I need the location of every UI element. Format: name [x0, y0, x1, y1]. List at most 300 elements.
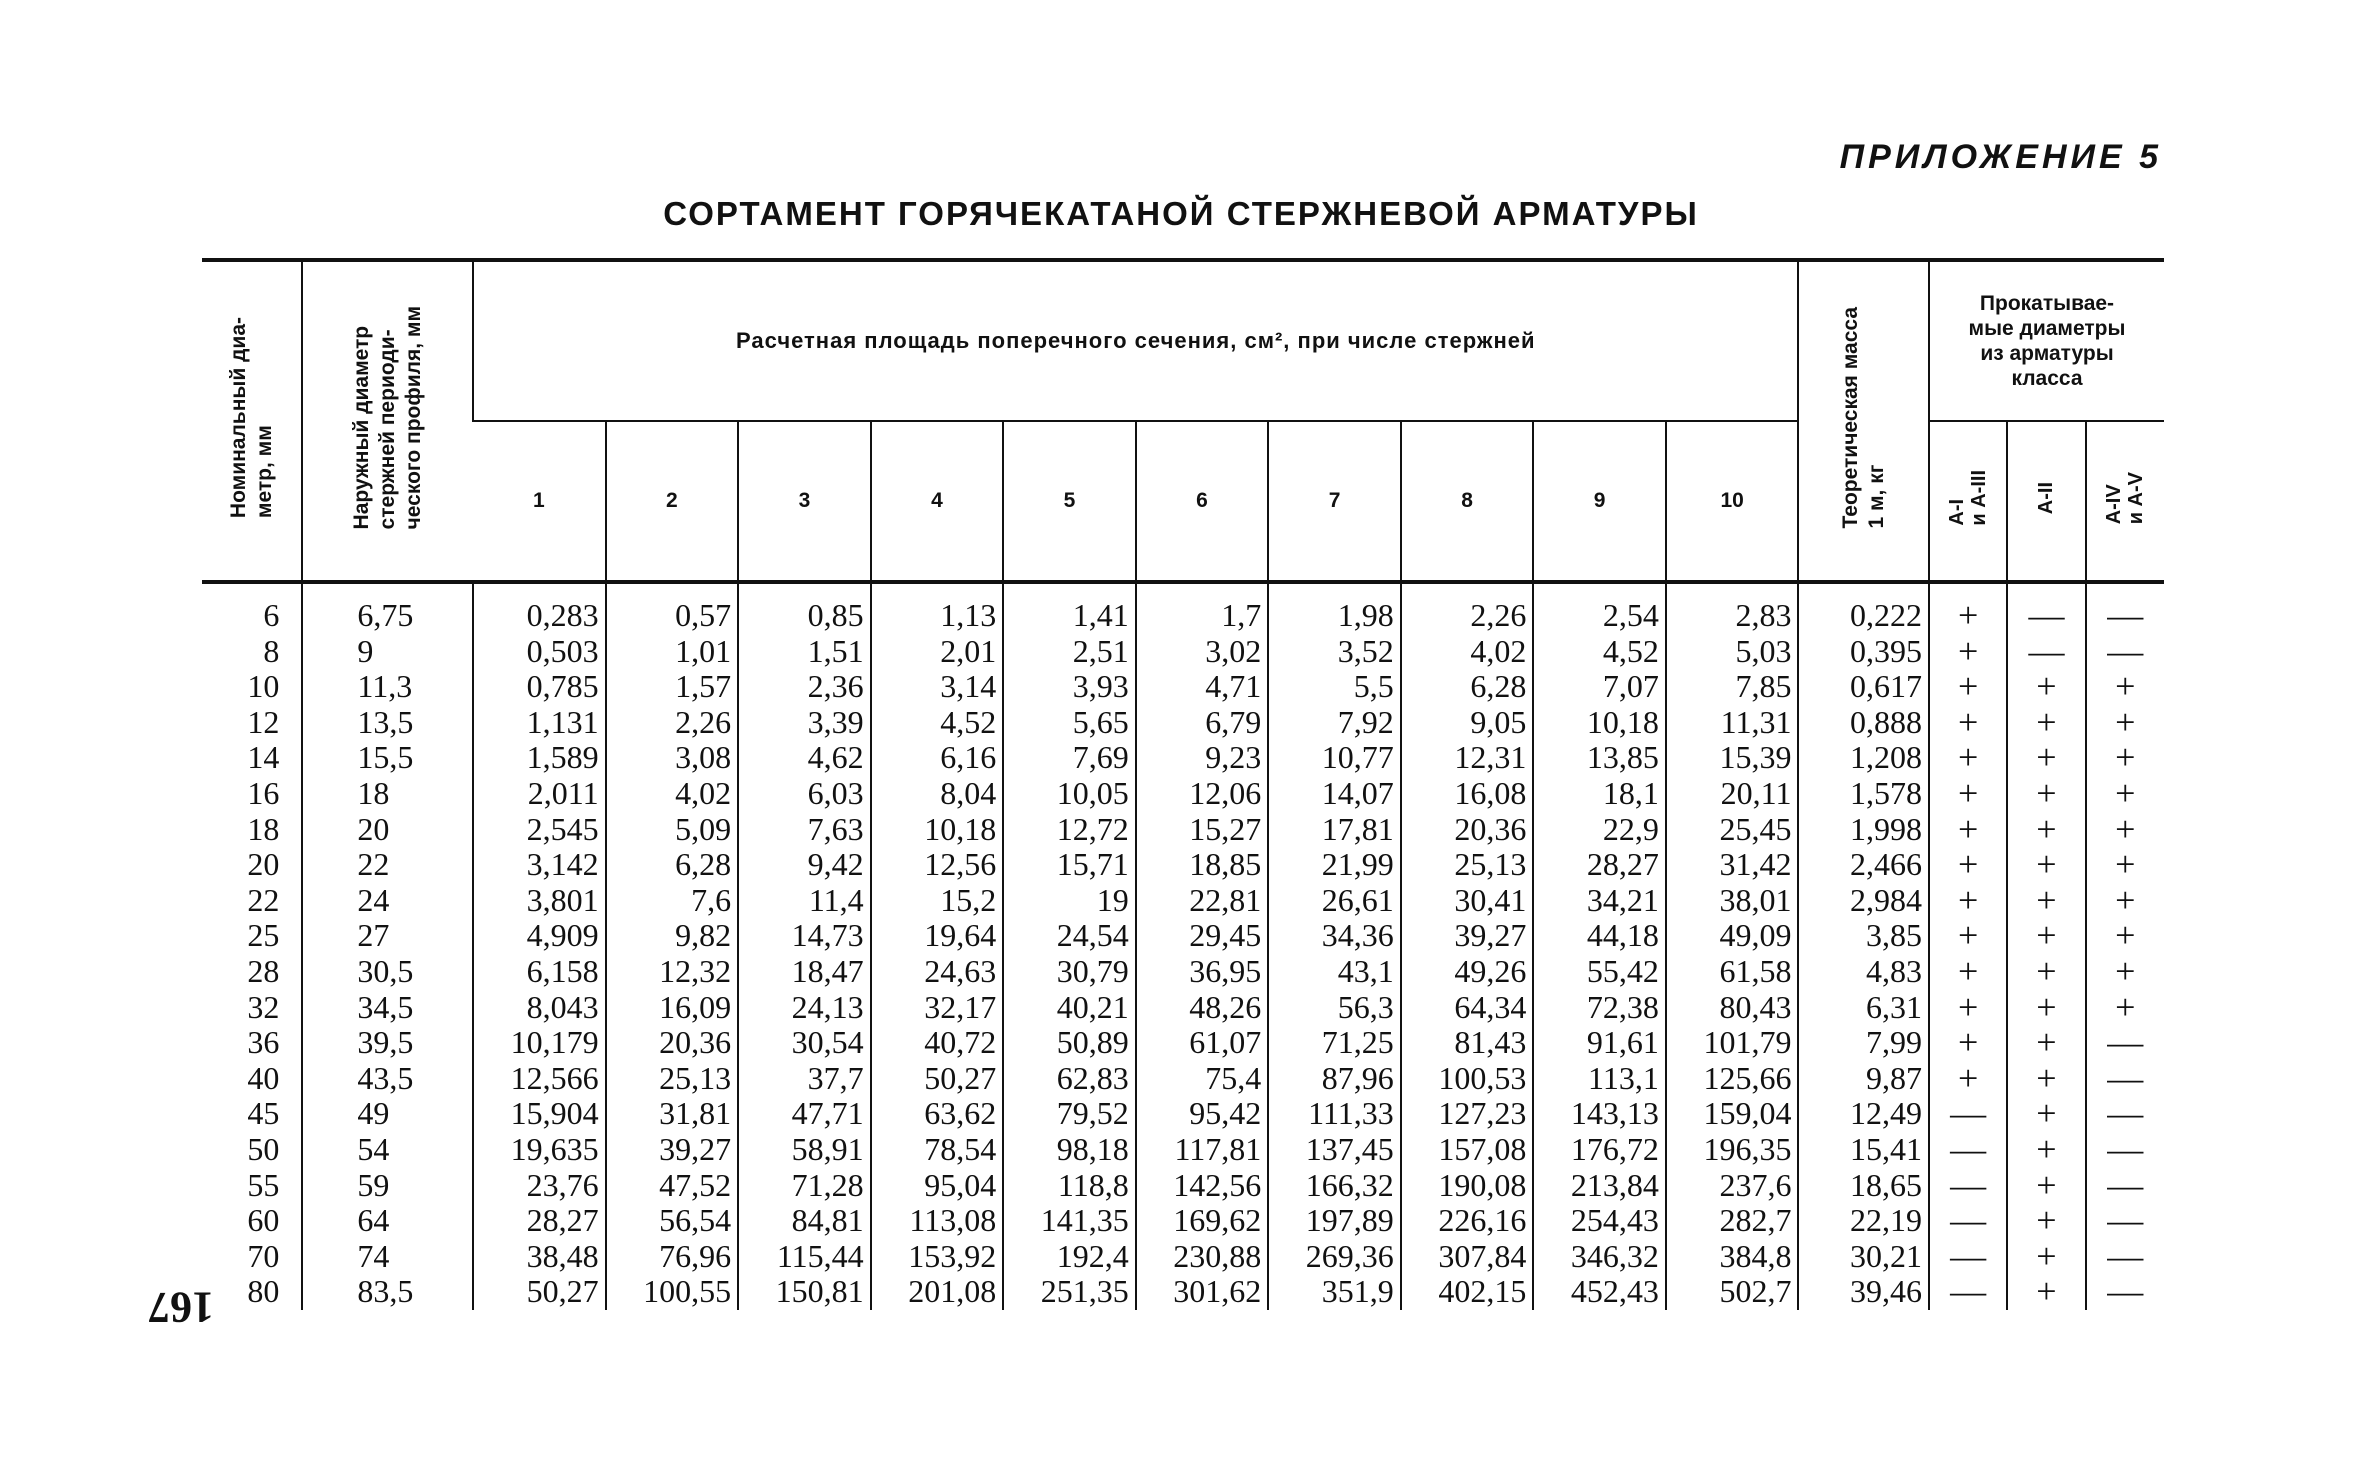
area-cell: 44,18	[1533, 918, 1666, 954]
class-availability-mark: +	[2007, 1132, 2085, 1168]
class-availability-mark: —	[2086, 1025, 2164, 1061]
table-row	[202, 990, 2164, 1026]
table-row	[202, 883, 2164, 919]
area-cell: 23,76	[473, 1168, 606, 1204]
outer-diameter-cell: 22	[302, 847, 473, 883]
area-cell: 28,27	[1533, 847, 1666, 883]
area-cell: 7,63	[738, 812, 871, 848]
area-cell: 24,63	[871, 954, 1004, 990]
area-cell: 226,16	[1401, 1203, 1534, 1239]
outer-diameter-cell: 59	[302, 1168, 473, 1204]
area-cell: 84,81	[738, 1203, 871, 1239]
area-cell: 7,07	[1533, 669, 1666, 705]
area-cell: 61,58	[1666, 954, 1799, 990]
area-cell: 0,503	[473, 634, 606, 670]
class-availability-mark: +	[1929, 812, 2007, 848]
class-availability-mark: —	[2086, 1239, 2164, 1275]
class-availability-mark: +	[2007, 1274, 2085, 1310]
area-cell: 251,35	[1003, 1274, 1136, 1310]
nominal-diameter-cell: 45	[247, 1095, 280, 1132]
outer-diameter-cell: 15,5	[302, 740, 473, 776]
area-cell: 24,54	[1003, 918, 1136, 954]
outer-diameter-cell: 64	[302, 1203, 473, 1239]
area-cell: 196,35	[1666, 1132, 1799, 1168]
header-count-4: 4	[871, 421, 1004, 582]
area-cell: 47,52	[606, 1168, 739, 1204]
nominal-diameter-cell: 36	[247, 1024, 280, 1061]
area-cell: 18,1	[1533, 776, 1666, 812]
nominal-diameter-cell: 55	[247, 1166, 280, 1203]
nominal-diameter-cell: 28	[247, 952, 280, 989]
nominal-diameter-cell: 80	[247, 1273, 280, 1310]
area-cell: 9,23	[1136, 740, 1269, 776]
header-count-10: 10	[1666, 421, 1799, 582]
area-cell: 141,35	[1003, 1203, 1136, 1239]
area-cell: 7,69	[1003, 740, 1136, 776]
table-header	[202, 260, 2164, 582]
area-cell: 9,05	[1401, 705, 1534, 741]
area-cell: 36,95	[1136, 954, 1269, 990]
mass-cell: 1,998	[1798, 812, 1929, 848]
mass-cell: 2,984	[1798, 883, 1929, 919]
class-availability-mark: —	[1929, 1168, 2007, 1204]
area-cell: 1,589	[473, 740, 606, 776]
nominal-diameter-cell: 10	[247, 668, 280, 705]
class-availability-mark: —	[1929, 1203, 2007, 1239]
area-cell: 24,13	[738, 990, 871, 1026]
area-cell: 101,79	[1666, 1025, 1799, 1061]
area-cell: 237,6	[1666, 1168, 1799, 1204]
mass-cell: 18,65	[1798, 1168, 1929, 1204]
area-cell: 1,57	[606, 669, 739, 705]
area-cell: 15,904	[473, 1096, 606, 1132]
area-cell: 213,84	[1533, 1168, 1666, 1204]
class-availability-mark: +	[2007, 705, 2085, 741]
nominal-diameter-cell: 60	[247, 1202, 280, 1239]
area-cell: 20,36	[1401, 812, 1534, 848]
area-cell: 197,89	[1268, 1203, 1401, 1239]
class-availability-mark: +	[2007, 883, 2085, 919]
area-cell: 8,04	[871, 776, 1004, 812]
outer-diameter-cell: 24	[302, 883, 473, 919]
table-row	[202, 1239, 2164, 1275]
table-row	[202, 582, 2164, 634]
table-row	[202, 776, 2164, 812]
area-cell: 166,32	[1268, 1168, 1401, 1204]
class-availability-mark: +	[2086, 776, 2164, 812]
nominal-diameter-cell: 40	[247, 1059, 280, 1096]
area-cell: 190,08	[1401, 1168, 1534, 1204]
nominal-diameter-cell: 12	[247, 703, 280, 740]
class-availability-mark: —	[2086, 1203, 2164, 1239]
area-cell: 75,4	[1136, 1061, 1269, 1097]
header-count-7: 7	[1268, 421, 1401, 582]
area-cell: 14,73	[738, 918, 871, 954]
table-row	[202, 954, 2164, 990]
area-cell: 3,801	[473, 883, 606, 919]
mass-cell: 39,46	[1798, 1274, 1929, 1310]
area-cell: 17,81	[1268, 812, 1401, 848]
area-cell: 502,7	[1666, 1274, 1799, 1310]
area-cell: 12,32	[606, 954, 739, 990]
area-cell: 15,2	[871, 883, 1004, 919]
class-availability-mark: +	[2086, 883, 2164, 919]
area-cell: 169,62	[1136, 1203, 1269, 1239]
area-cell: 19,635	[473, 1132, 606, 1168]
nominal-diameter-cell: 32	[247, 988, 280, 1025]
class-availability-mark: +	[2007, 990, 2085, 1026]
class-availability-mark: —	[2086, 1061, 2164, 1097]
nominal-diameter-cell: 25	[247, 917, 280, 954]
class-availability-mark: —	[2086, 1274, 2164, 1310]
area-cell: 13,85	[1533, 740, 1666, 776]
area-cell: 153,92	[871, 1239, 1004, 1275]
class-availability-mark: +	[2086, 740, 2164, 776]
area-cell: 4,71	[1136, 669, 1269, 705]
area-cell: 15,27	[1136, 812, 1269, 848]
class-availability-mark: +	[2007, 740, 2085, 776]
table-row	[202, 1132, 2164, 1168]
area-cell: 100,53	[1401, 1061, 1534, 1097]
outer-diameter-cell: 6,75	[302, 582, 473, 634]
class-availability-mark: —	[2086, 582, 2164, 634]
class-availability-mark: +	[2007, 918, 2085, 954]
class-availability-mark: +	[1929, 669, 2007, 705]
mass-cell: 9,87	[1798, 1061, 1929, 1097]
mass-cell: 0,222	[1798, 582, 1929, 634]
area-cell: 25,45	[1666, 812, 1799, 848]
area-cell: 10,18	[1533, 705, 1666, 741]
area-cell: 2,54	[1533, 582, 1666, 634]
area-cell: 2,83	[1666, 582, 1799, 634]
area-cell: 28,27	[473, 1203, 606, 1239]
area-cell: 150,81	[738, 1274, 871, 1310]
table-row	[202, 634, 2164, 670]
class-availability-mark: +	[2007, 847, 2085, 883]
area-cell: 301,62	[1136, 1274, 1269, 1310]
class-availability-mark: +	[2007, 1203, 2085, 1239]
area-cell: 34,36	[1268, 918, 1401, 954]
class-availability-mark: —	[2007, 634, 2085, 670]
nominal-diameter-cell: 22	[247, 881, 280, 918]
class-availability-mark: +	[1929, 954, 2007, 990]
class-availability-mark: +	[1929, 1061, 2007, 1097]
area-cell: 10,18	[871, 812, 1004, 848]
area-cell: 32,17	[871, 990, 1004, 1026]
area-cell: 0,283	[473, 582, 606, 634]
area-cell: 137,45	[1268, 1132, 1401, 1168]
header-count-1: 1	[473, 421, 606, 582]
area-cell: 91,61	[1533, 1025, 1666, 1061]
area-cell: 10,05	[1003, 776, 1136, 812]
area-cell: 4,52	[1533, 634, 1666, 670]
area-cell: 0,57	[606, 582, 739, 634]
area-cell: 2,26	[606, 705, 739, 741]
table-row	[202, 705, 2164, 741]
area-cell: 11,4	[738, 883, 871, 919]
area-cell: 62,83	[1003, 1061, 1136, 1097]
area-cell: 201,08	[871, 1274, 1004, 1310]
area-cell: 8,043	[473, 990, 606, 1026]
area-cell: 9,42	[738, 847, 871, 883]
mass-cell: 30,21	[1798, 1239, 1929, 1275]
class-availability-mark: +	[2007, 776, 2085, 812]
class-availability-mark: +	[2007, 1168, 2085, 1204]
area-cell: 269,36	[1268, 1239, 1401, 1275]
nominal-diameter-cell: 20	[247, 846, 280, 883]
area-cell: 384,8	[1666, 1239, 1799, 1275]
document-title: СОРТАМЕНТ ГОРЯЧЕКАТАНОЙ СТЕРЖНЕВОЙ АРМАТУРЫ	[663, 195, 1699, 232]
nominal-diameter-cell: 8	[263, 632, 280, 669]
header-class-a2: А-II	[2007, 421, 2085, 582]
area-cell: 230,88	[1136, 1239, 1269, 1275]
area-cell: 15,39	[1666, 740, 1799, 776]
class-availability-mark: +	[2086, 705, 2164, 741]
area-cell: 49,09	[1666, 918, 1799, 954]
class-availability-mark: —	[1929, 1239, 2007, 1275]
area-cell: 55,42	[1533, 954, 1666, 990]
area-cell: 31,42	[1666, 847, 1799, 883]
area-cell: 111,33	[1268, 1096, 1401, 1132]
area-cell: 19	[1003, 883, 1136, 919]
class-availability-mark: —	[2086, 1096, 2164, 1132]
area-cell: 3,93	[1003, 669, 1136, 705]
class-availability-mark: +	[1929, 634, 2007, 670]
class-availability-mark: +	[1929, 705, 2007, 741]
class-availability-mark: +	[1929, 918, 2007, 954]
appendix-label: ПРИЛОЖЕНИЕ 5	[1839, 138, 2162, 176]
area-cell: 4,909	[473, 918, 606, 954]
area-cell: 12,566	[473, 1061, 606, 1097]
area-cell: 81,43	[1401, 1025, 1534, 1061]
class-availability-mark: +	[2007, 954, 2085, 990]
header-outer-diameter: Наружный диаметр стержней периоди- ческого профиля, мм	[302, 260, 473, 582]
area-cell: 95,04	[871, 1168, 1004, 1204]
nominal-diameter-cell: 18	[247, 810, 280, 847]
area-cell: 127,23	[1401, 1096, 1534, 1132]
area-cell: 25,13	[1401, 847, 1534, 883]
class-availability-mark: +	[2086, 847, 2164, 883]
mass-cell: 1,208	[1798, 740, 1929, 776]
area-cell: 9,82	[606, 918, 739, 954]
outer-diameter-cell: 18	[302, 776, 473, 812]
area-cell: 6,16	[871, 740, 1004, 776]
header-count-6: 6	[1136, 421, 1269, 582]
area-cell: 2,011	[473, 776, 606, 812]
area-cell: 79,52	[1003, 1096, 1136, 1132]
area-cell: 1,131	[473, 705, 606, 741]
area-cell: 31,81	[606, 1096, 739, 1132]
class-availability-mark: +	[2086, 954, 2164, 990]
area-cell: 12,06	[1136, 776, 1269, 812]
area-cell: 346,32	[1533, 1239, 1666, 1275]
rebar-assortment-table	[202, 258, 2164, 1310]
area-cell: 192,4	[1003, 1239, 1136, 1275]
area-cell: 1,98	[1268, 582, 1401, 634]
area-cell: 7,6	[606, 883, 739, 919]
area-cell: 71,28	[738, 1168, 871, 1204]
nominal-diameter-cell: 70	[247, 1237, 280, 1274]
area-cell: 47,71	[738, 1096, 871, 1132]
header-count-8: 8	[1401, 421, 1534, 582]
area-cell: 125,66	[1666, 1061, 1799, 1097]
area-cell: 49,26	[1401, 954, 1534, 990]
area-cell: 2,36	[738, 669, 871, 705]
area-cell: 48,26	[1136, 990, 1269, 1026]
mass-cell: 0,395	[1798, 634, 1929, 670]
outer-diameter-cell: 83,5	[302, 1274, 473, 1310]
area-cell: 63,62	[871, 1096, 1004, 1132]
area-cell: 6,03	[738, 776, 871, 812]
area-cell: 16,08	[1401, 776, 1534, 812]
mass-cell: 0,617	[1798, 669, 1929, 705]
area-cell: 10,179	[473, 1025, 606, 1061]
area-cell: 11,31	[1666, 705, 1799, 741]
table-row	[202, 669, 2164, 705]
table-row	[202, 918, 2164, 954]
class-availability-mark: —	[2086, 1168, 2164, 1204]
area-cell: 76,96	[606, 1239, 739, 1275]
class-availability-mark: —	[2086, 634, 2164, 670]
area-cell: 1,51	[738, 634, 871, 670]
class-availability-mark: +	[2086, 990, 2164, 1026]
mass-cell: 6,31	[1798, 990, 1929, 1026]
table-row	[202, 847, 2164, 883]
table-body	[202, 582, 2164, 1310]
class-availability-mark: +	[1929, 883, 2007, 919]
area-cell: 34,21	[1533, 883, 1666, 919]
area-cell: 25,13	[606, 1061, 739, 1097]
class-availability-mark: +	[1929, 776, 2007, 812]
header-theoretical-mass: Теоретическая масса 1 м, кг	[1798, 260, 1929, 582]
area-cell: 50,27	[473, 1274, 606, 1310]
class-availability-mark: +	[2007, 812, 2085, 848]
area-cell: 254,43	[1533, 1203, 1666, 1239]
area-cell: 38,01	[1666, 883, 1799, 919]
area-cell: 4,62	[738, 740, 871, 776]
area-cell: 5,03	[1666, 634, 1799, 670]
mass-cell: 12,49	[1798, 1096, 1929, 1132]
table-row	[202, 1096, 2164, 1132]
nominal-diameter-cell: 6	[263, 597, 280, 633]
class-availability-mark: +	[2007, 1025, 2085, 1061]
table-row	[202, 1274, 2164, 1310]
area-cell: 18,47	[738, 954, 871, 990]
header-rolled-diameters-class: Прокатывае- мые диаметры из арматуры класса	[1929, 260, 2164, 421]
area-cell: 15,71	[1003, 847, 1136, 883]
class-availability-mark: —	[2086, 1132, 2164, 1168]
class-availability-mark: +	[2007, 669, 2085, 705]
area-cell: 4,52	[871, 705, 1004, 741]
mass-cell: 1,578	[1798, 776, 1929, 812]
area-cell: 98,18	[1003, 1132, 1136, 1168]
area-cell: 5,5	[1268, 669, 1401, 705]
outer-diameter-cell: 13,5	[302, 705, 473, 741]
area-cell: 6,28	[606, 847, 739, 883]
area-cell: 117,81	[1136, 1132, 1269, 1168]
area-cell: 0,85	[738, 582, 871, 634]
table-row	[202, 1203, 2164, 1239]
area-cell: 351,9	[1268, 1274, 1401, 1310]
outer-diameter-cell: 54	[302, 1132, 473, 1168]
class-availability-mark: —	[2007, 582, 2085, 634]
area-cell: 452,43	[1533, 1274, 1666, 1310]
mass-cell: 15,41	[1798, 1132, 1929, 1168]
mass-cell: 4,83	[1798, 954, 1929, 990]
nominal-diameter-cell: 50	[247, 1130, 280, 1167]
area-cell: 12,56	[871, 847, 1004, 883]
area-cell: 6,79	[1136, 705, 1269, 741]
class-availability-mark: +	[2007, 1061, 2085, 1097]
area-cell: 39,27	[1401, 918, 1534, 954]
class-availability-mark: +	[1929, 990, 2007, 1026]
area-cell: 37,7	[738, 1061, 871, 1097]
area-cell: 143,13	[1533, 1096, 1666, 1132]
area-cell: 6,28	[1401, 669, 1534, 705]
mass-cell: 7,99	[1798, 1025, 1929, 1061]
area-cell: 2,51	[1003, 634, 1136, 670]
area-cell: 307,84	[1401, 1239, 1534, 1275]
area-cell: 14,07	[1268, 776, 1401, 812]
area-cell: 22,9	[1533, 812, 1666, 848]
area-cell: 18,85	[1136, 847, 1269, 883]
class-availability-mark: +	[1929, 1025, 2007, 1061]
page-number: 167	[148, 1283, 214, 1332]
mass-cell: 3,85	[1798, 918, 1929, 954]
class-availability-mark: +	[2086, 669, 2164, 705]
header-count-9: 9	[1533, 421, 1666, 582]
table-row	[202, 1168, 2164, 1204]
area-cell: 87,96	[1268, 1061, 1401, 1097]
class-availability-mark: +	[1929, 582, 2007, 634]
area-cell: 118,8	[1003, 1168, 1136, 1204]
area-cell: 100,55	[606, 1274, 739, 1310]
header-count-3: 3	[738, 421, 871, 582]
area-cell: 30,41	[1401, 883, 1534, 919]
table-row	[202, 1061, 2164, 1097]
area-cell: 40,72	[871, 1025, 1004, 1061]
area-cell: 1,41	[1003, 582, 1136, 634]
area-cell: 78,54	[871, 1132, 1004, 1168]
class-availability-mark: +	[2007, 1096, 2085, 1132]
header-class-a4-a5: А-IV и А-V	[2086, 421, 2164, 582]
area-cell: 159,04	[1666, 1096, 1799, 1132]
area-cell: 282,7	[1666, 1203, 1799, 1239]
area-cell: 402,15	[1401, 1274, 1534, 1310]
outer-diameter-cell: 49	[302, 1096, 473, 1132]
area-cell: 50,89	[1003, 1025, 1136, 1061]
area-cell: 176,72	[1533, 1132, 1666, 1168]
class-availability-mark: —	[1929, 1274, 2007, 1310]
area-cell: 12,31	[1401, 740, 1534, 776]
mass-cell: 2,466	[1798, 847, 1929, 883]
area-cell: 113,1	[1533, 1061, 1666, 1097]
area-cell: 64,34	[1401, 990, 1534, 1026]
area-cell: 7,85	[1666, 669, 1799, 705]
outer-diameter-cell: 9	[302, 634, 473, 670]
outer-diameter-cell: 74	[302, 1239, 473, 1275]
area-cell: 29,45	[1136, 918, 1269, 954]
area-cell: 30,79	[1003, 954, 1136, 990]
header-class-a1-a3: А-I и А-III	[1929, 421, 2007, 582]
outer-diameter-cell: 39,5	[302, 1025, 473, 1061]
class-availability-mark: +	[1929, 740, 2007, 776]
nominal-diameter-cell: 16	[247, 774, 280, 811]
area-cell: 5,09	[606, 812, 739, 848]
table-row	[202, 1025, 2164, 1061]
area-cell: 3,52	[1268, 634, 1401, 670]
header-nominal-diameter: Номинальный диа- метр, мм	[202, 260, 302, 582]
